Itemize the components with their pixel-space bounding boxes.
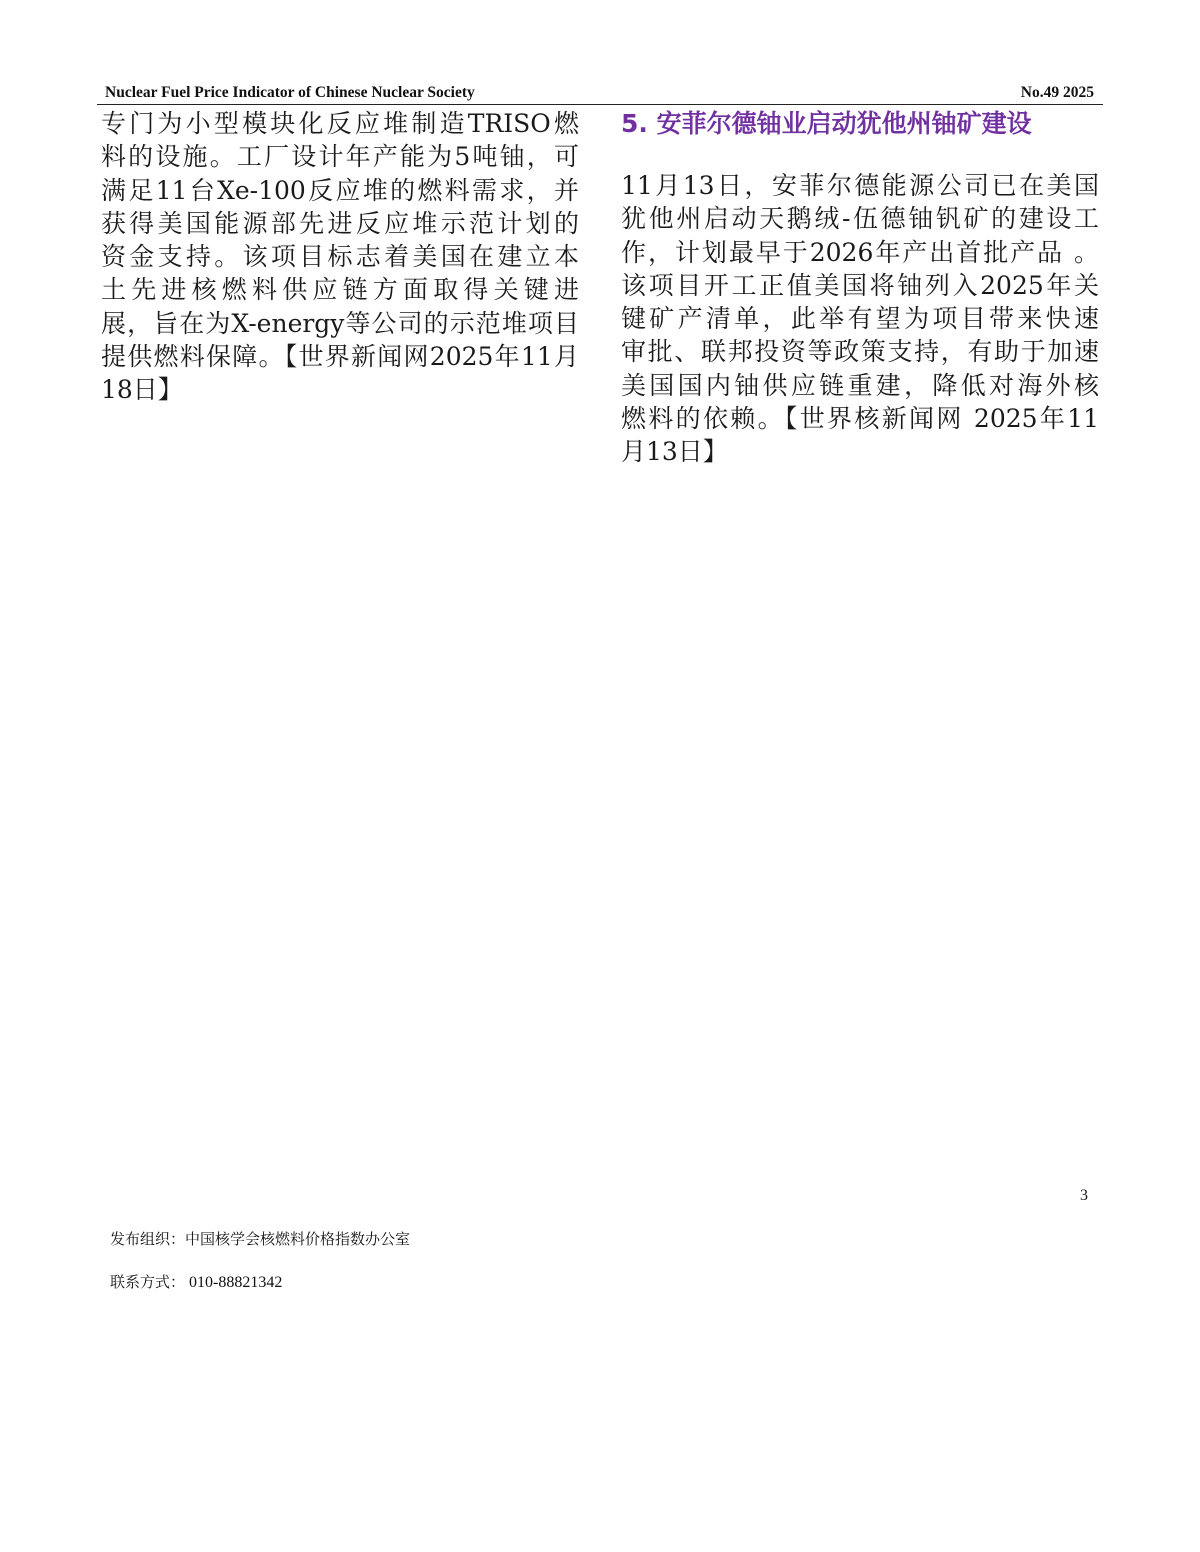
text-line: 满足11台Xe-100反应堆的燃料需求，并 bbox=[101, 175, 579, 205]
page-number: 3 bbox=[1080, 1187, 1088, 1204]
left-column-text bbox=[101, 107, 579, 407]
text-line: 资金支持。该项目标志着美国在建立本 bbox=[101, 242, 579, 272]
text-line: 料的设施。工厂设计年产能为5吨铀，可 bbox=[101, 142, 579, 172]
text-line: 美国国内铀供应链重建，降低对海外核 bbox=[621, 370, 1099, 400]
text-line: 该项目开工正值美国将铀列入2025年关 bbox=[621, 270, 1099, 300]
text-line: 获得美国能源部先进反应堆示范计划的 bbox=[101, 208, 579, 238]
text-line: 作，计划最早于2026年产出首批产品 。 bbox=[621, 237, 1099, 267]
text-line: 提供燃料保障。【世界新闻网2025年11月 bbox=[101, 342, 579, 372]
text-line: 键矿产清单，此举有望为项目带来快速 bbox=[621, 304, 1099, 334]
text-line: 月13日】 bbox=[621, 437, 728, 467]
footer-contact bbox=[110, 1271, 282, 1292]
text-line: 土先进核燃料供应链方面取得关键进 bbox=[101, 275, 579, 305]
text-line: 燃料的依赖。【世界核新闻网 2025年11 bbox=[621, 404, 1099, 434]
footer-org-label: 发布组织： bbox=[110, 1230, 186, 1248]
article-heading: 5. 安菲尔德铀业启动犹他州铀矿建设 bbox=[621, 109, 1032, 138]
header-rule bbox=[97, 104, 1103, 105]
text-line: 11月13日，安菲尔德能源公司已在美国 bbox=[621, 171, 1099, 200]
footer-organization bbox=[110, 1228, 410, 1249]
footer-contact-value: 010-88821342 bbox=[185, 1274, 283, 1291]
text-line: 18日】 bbox=[101, 375, 183, 405]
footer-contact-label: 联系方式： bbox=[110, 1273, 186, 1291]
text-line: 审批、联邦投资等政策支持，有助于加速 bbox=[621, 337, 1099, 367]
text-line: 展，旨在为X-energy等公司的示范堆项目 bbox=[101, 308, 579, 338]
text-line: 专门为小型模块化反应堆制造TRISO燃 bbox=[101, 109, 579, 138]
footer-org-value: 中国核学会核燃料价格指数办公室 bbox=[185, 1230, 411, 1248]
text-line: 犹他州启动天鹅绒-伍德铀钒矿的建设工 bbox=[621, 204, 1099, 234]
running-header-title: Nuclear Fuel Price Indicator of Chinese Nuclear Society bbox=[105, 84, 475, 101]
running-header-issue: No.49 2025 bbox=[1020, 84, 1094, 101]
right-column-article bbox=[621, 107, 1099, 469]
